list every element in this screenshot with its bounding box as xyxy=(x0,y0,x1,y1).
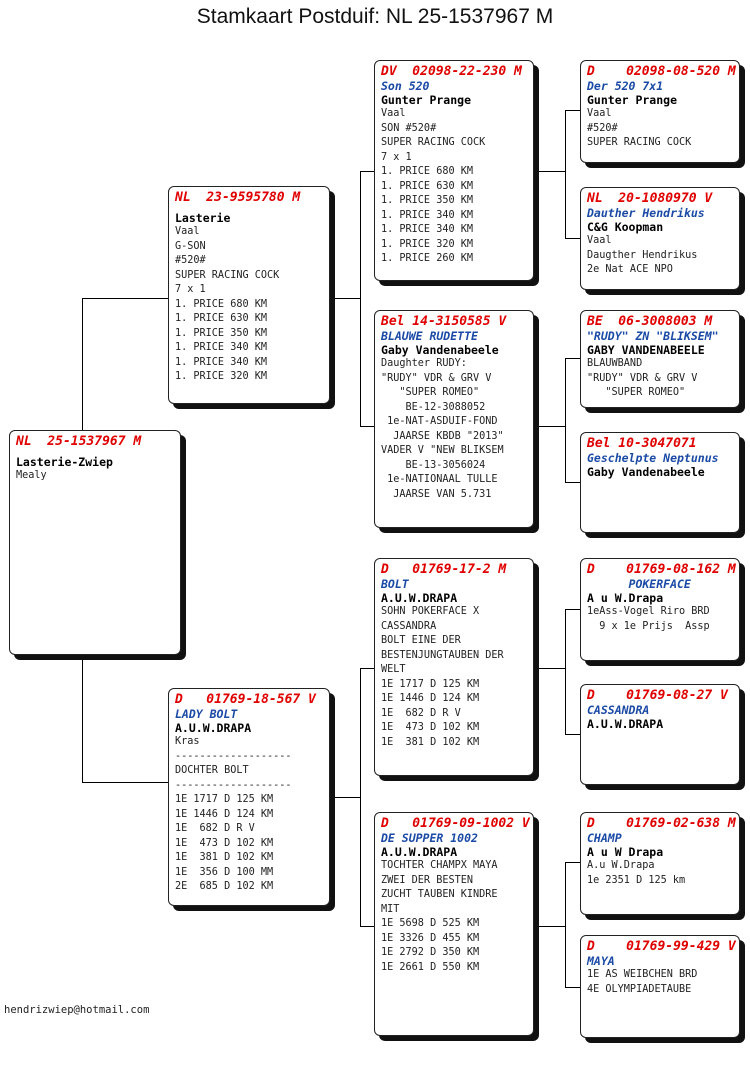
connector-line xyxy=(534,171,565,172)
info-line: JAARSE VAN 5.731 xyxy=(381,488,492,500)
info-line: 1. PRICE 320 KM xyxy=(175,371,268,382)
owner-name: Gunter Prange xyxy=(587,93,678,107)
ring-number: D 01769-02-638 M xyxy=(587,816,736,831)
pigeon-name: LADY BOLT xyxy=(175,707,238,721)
info-line: 1E 1446 D 124 KM xyxy=(381,693,480,704)
info-line: Vaal xyxy=(381,108,406,119)
info-line: VADER V "NEW BLIKSEM xyxy=(381,445,504,456)
connector-line xyxy=(360,171,361,426)
ring-number: D 01769-99-429 V xyxy=(587,939,736,954)
owner-name: Lasterie-Zwiep xyxy=(16,455,113,469)
connector-line xyxy=(565,862,580,863)
subject-card xyxy=(9,430,181,655)
info-line: 1E 682 D R V xyxy=(381,707,461,719)
ring-number: D 01769-09-1002 V xyxy=(381,816,530,831)
ring-number: BE 06-3008003 M xyxy=(587,314,713,329)
info-line: 1E 1717 D 125 KM xyxy=(175,794,274,805)
connector-line xyxy=(360,171,375,172)
paternal-grandfather-card xyxy=(374,60,534,281)
info-line: SOHN POKERFACE X xyxy=(381,606,480,617)
info-line: SUPER RACING COCK xyxy=(381,137,486,148)
info-line: SUPER RACING COCK xyxy=(587,137,692,148)
connector-line xyxy=(82,655,83,782)
fm-mother-card xyxy=(580,432,740,533)
info-line: 4E OLYMPIADETAUBE xyxy=(587,983,692,995)
father-card xyxy=(168,186,330,404)
info-line: G-SON xyxy=(175,240,206,252)
pigeon-name: DE SUPPER 1002 xyxy=(381,831,478,845)
info-line: 1e-NATIONAAL TULLE xyxy=(381,474,498,485)
info-line: ------------------- xyxy=(175,779,292,791)
info-line: Mealy xyxy=(16,470,47,481)
connector-line xyxy=(565,987,580,988)
mf-mother-card xyxy=(580,684,740,785)
owner-name: C&G Koopman xyxy=(587,220,664,234)
info-line: WELT xyxy=(381,664,406,675)
ring-number: D 01769-17-2 M xyxy=(381,562,507,577)
connector-line xyxy=(82,782,169,783)
owner-name: A.U.W.DRAPA xyxy=(175,721,252,735)
connector-line xyxy=(565,482,580,483)
info-line: 1E 473 D 102 KM xyxy=(381,722,480,733)
info-line: Vaal xyxy=(587,235,612,246)
mother-card xyxy=(168,688,330,906)
info-line: 1E 356 D 100 MM xyxy=(175,866,274,878)
info-line: 1e-NAT-ASDUIF-FOND xyxy=(381,416,498,427)
info-line: "RUDY" VDR & GRV V xyxy=(587,372,698,384)
owner-name: A u W Drapa xyxy=(587,845,664,859)
info-line: 1. PRICE 340 KM xyxy=(175,356,268,368)
info-line: "SUPER ROMEO" xyxy=(587,387,686,398)
info-line: 1. PRICE 340 KM xyxy=(175,342,268,353)
info-line: BESTENJUNGTAUBEN DER xyxy=(381,649,504,661)
pigeon-name: "RUDY" ZN "BLIKSEM" xyxy=(587,329,719,343)
info-line: 1E 2792 D 350 KM xyxy=(381,947,480,958)
pigeon-name: Geschelpte Neptunus xyxy=(587,451,719,465)
owner-name: Lasterie xyxy=(175,211,231,225)
connector-line xyxy=(360,668,375,669)
connector-line xyxy=(360,926,375,927)
info-line: 7 x 1 xyxy=(381,151,412,163)
info-line: 1. PRICE 630 KM xyxy=(381,180,474,192)
info-line: #520# xyxy=(587,122,618,134)
info-line: Kras xyxy=(175,736,200,747)
owner-name: Gaby Vandenabeele xyxy=(587,465,705,479)
connector-line xyxy=(82,298,169,299)
info-line: "RUDY" VDR & GRV V xyxy=(381,372,492,384)
ring-number: D 01769-08-27 V xyxy=(587,688,728,703)
pigeon-name: Son 520 xyxy=(381,79,430,93)
info-line: #520# xyxy=(175,255,206,266)
info-line: BE-13-3056024 xyxy=(381,459,486,471)
info-line: SON #520# xyxy=(381,122,437,134)
info-line: 1. PRICE 340 KM xyxy=(381,209,474,221)
page-title: Stamkaart Postduif: NL 25-1537967 M xyxy=(196,5,554,28)
connector-line xyxy=(534,926,565,927)
connector-line xyxy=(565,358,580,359)
paternal-grandmother-card xyxy=(374,310,534,528)
info-line: 1. PRICE 260 KM xyxy=(381,253,474,264)
info-line: CASSANDRA xyxy=(381,620,437,632)
info-line: TOCHTER CHAMPX MAYA xyxy=(381,860,498,871)
connector-line xyxy=(565,862,566,987)
info-line: 1E 381 D 102 KM xyxy=(381,736,480,748)
connector-line xyxy=(534,426,565,427)
ring-number: NL 23-9595780 M xyxy=(175,190,301,205)
info-line: 9 x 1e Prijs Assp xyxy=(587,620,710,632)
info-line: 1E 381 D 102 KM xyxy=(175,852,274,863)
pigeon-name: Dauther Hendrikus xyxy=(587,206,705,220)
info-line: 1. PRICE 630 KM xyxy=(175,313,268,324)
contact-email: hendrizwiep@hotmail.com xyxy=(4,1004,150,1016)
pigeon-name: POKERFACE xyxy=(587,577,691,591)
maternal-grandfather-card xyxy=(374,558,534,776)
info-line: 1E 1446 D 124 KM xyxy=(175,808,274,820)
info-line: 1. PRICE 680 KM xyxy=(175,298,268,310)
connector-line xyxy=(330,298,360,299)
info-line: Vaal xyxy=(175,226,200,237)
info-line: 1. PRICE 350 KM xyxy=(175,327,268,339)
info-line: Daughter RUDY: xyxy=(381,358,467,369)
pigeon-name: CASSANDRA xyxy=(587,703,650,717)
connector-line xyxy=(565,734,580,735)
fm-father-card xyxy=(580,310,740,408)
pigeon-name: BLAUWE RUDETTE xyxy=(381,329,478,343)
info-line: 1E 5698 D 525 KM xyxy=(381,918,480,929)
ring-number: D 01769-08-162 M xyxy=(587,562,736,577)
info-line: 1eAss-Vogel Riro BRD xyxy=(587,606,710,617)
mm-father-card xyxy=(580,812,740,915)
connector-line xyxy=(534,668,565,669)
info-line: 1. PRICE 340 KM xyxy=(381,224,474,235)
info-line: ZUCHT TAUBEN KINDRE xyxy=(381,889,498,900)
ring-number: D 02098-08-520 M xyxy=(587,64,736,79)
info-line: SUPER RACING COCK xyxy=(175,269,280,281)
info-line: DOCHTER BOLT xyxy=(175,765,249,776)
mf-father-card xyxy=(580,558,740,661)
connector-line xyxy=(360,426,375,427)
info-line: 1. PRICE 680 KM xyxy=(381,166,474,177)
info-line: 1E 1717 D 125 KM xyxy=(381,678,480,690)
info-line: 1e 2351 D 125 km xyxy=(587,874,686,886)
info-line: "SUPER ROMEO" xyxy=(381,387,480,398)
connector-line xyxy=(82,298,83,430)
owner-name: A u W.Drapa xyxy=(587,591,664,605)
pigeon-name: Der 520 7x1 xyxy=(587,79,664,93)
info-line: 1. PRICE 320 KM xyxy=(381,238,474,250)
connector-line xyxy=(565,609,580,610)
ring-number: NL 25-1537967 M xyxy=(16,434,142,449)
info-line: 1E 3326 D 455 KM xyxy=(381,932,480,944)
connector-line xyxy=(565,609,566,734)
pigeon-name: MAYA xyxy=(587,954,615,968)
connector-line xyxy=(565,110,566,238)
connector-line xyxy=(565,358,566,482)
info-line: JAARSE KBDB "2013" xyxy=(381,430,504,442)
maternal-grandmother-card xyxy=(374,812,534,1036)
owner-name: Gaby Vandenabeele xyxy=(381,343,499,357)
ff-father-card xyxy=(580,60,740,163)
info-line: 1E 682 D R V xyxy=(175,823,255,834)
connector-line xyxy=(565,238,580,239)
info-line: Daugther Hendrikus xyxy=(587,249,698,261)
info-line: 1. PRICE 350 KM xyxy=(381,195,474,206)
ring-number: Bel 10-3047071 xyxy=(587,436,697,451)
ring-number: DV 02098-22-230 M xyxy=(381,64,522,79)
info-line: Vaal xyxy=(587,108,612,119)
ring-number: D 01769-18-567 V xyxy=(175,692,316,707)
info-line: MIT xyxy=(381,903,400,915)
owner-name: GABY VANDENABEELE xyxy=(587,343,705,357)
info-line: 1E AS WEIBCHEN BRD xyxy=(587,969,698,980)
info-line: 1E 473 D 102 KM xyxy=(175,837,274,849)
mm-mother-card xyxy=(580,935,740,1038)
info-line: BLAUWBAND xyxy=(587,358,643,369)
info-line: 7 x 1 xyxy=(175,284,206,295)
info-line: BE-12-3088052 xyxy=(381,401,486,413)
owner-name: A.U.W.DRAPA xyxy=(381,845,458,859)
connector-line xyxy=(360,668,361,926)
pigeon-name: CHAMP xyxy=(587,831,622,845)
info-line: 2e Nat ACE NPO xyxy=(587,264,673,275)
connector-line xyxy=(330,797,360,798)
ring-number: Bel 14-3150585 V xyxy=(381,314,507,329)
ff-mother-card xyxy=(580,187,740,290)
pigeon-name: BOLT xyxy=(381,577,409,591)
owner-name: A.U.W.DRAPA xyxy=(381,591,458,605)
info-line: 1E 2661 D 550 KM xyxy=(381,961,480,973)
owner-name: Gunter Prange xyxy=(381,93,472,107)
owner-name: A.U.W.DRAPA xyxy=(587,717,664,731)
info-line: ZWEI DER BESTEN xyxy=(381,874,474,886)
info-line: ------------------- xyxy=(175,750,292,762)
ring-number: NL 20-1080970 V xyxy=(587,191,713,206)
connector-line xyxy=(565,110,580,111)
info-line: 2E 685 D 102 KM xyxy=(175,881,274,892)
info-line: A.u W.Drapa xyxy=(587,860,655,871)
info-line: BOLT EINE DER xyxy=(381,635,461,646)
